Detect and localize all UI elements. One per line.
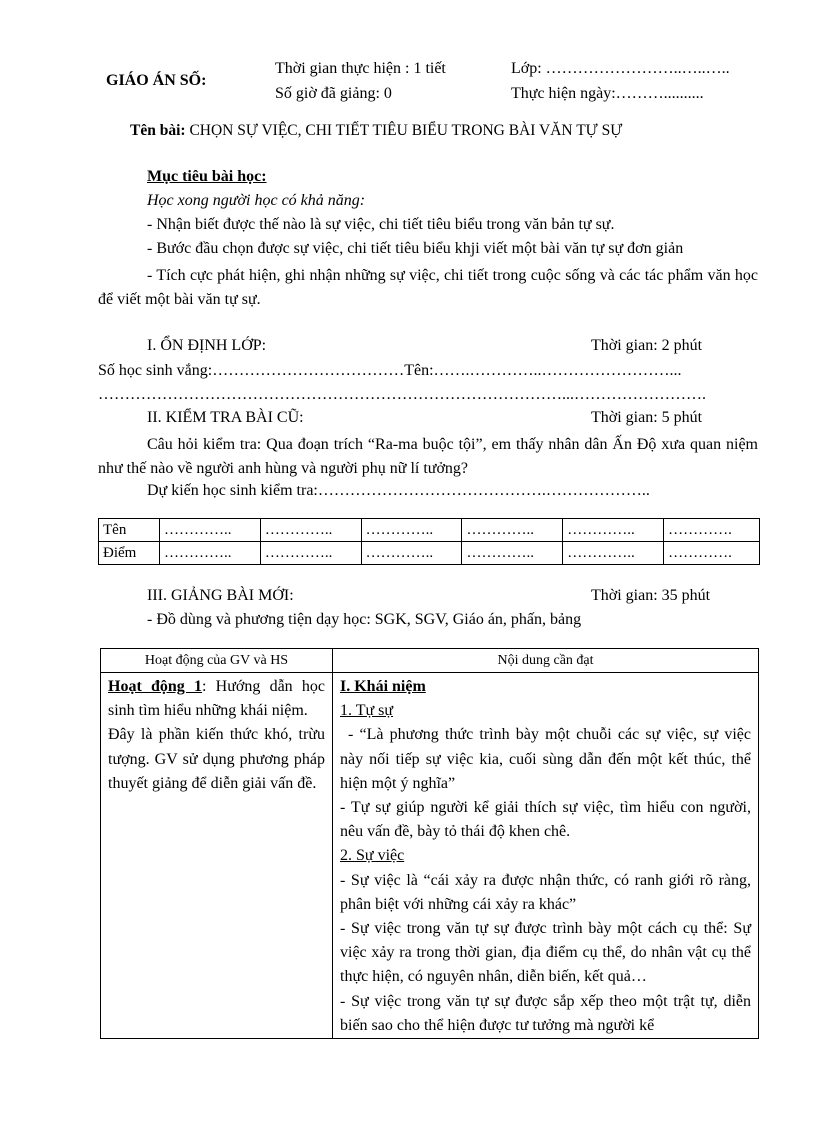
date-field: Thực hiện ngày:……….......... [511, 85, 704, 102]
lesson-title-text: CHỌN SỰ VIỆC, CHI TIẾT TIÊU BIỂU TRONG BÀI VĂN TỰ SỰ [189, 122, 623, 139]
lesson-plan-header-row [101, 649, 759, 673]
section-2-title: II. KIỂM TRA BÀI CŨ: [147, 409, 304, 426]
score-cell: ………….. [361, 542, 462, 565]
score-cell: ………….. [563, 542, 664, 565]
section-2-time: Thời gian: 5 phút [591, 409, 703, 426]
section-3-title: III. GIẢNG BÀI MỚI: [147, 587, 294, 604]
hours-taught: Số giờ đã giảng: 0 [275, 85, 392, 102]
activity-1 [108, 675, 325, 723]
score-cell: ………….. [462, 542, 563, 565]
narrative-subheading: 1. Tự sự [340, 702, 394, 720]
activity-cell [101, 673, 333, 1039]
score-cell: …………. [664, 519, 760, 542]
activity-1-label: Hoạt động 1 [108, 678, 203, 695]
content-header: Nội dung cần đạt [333, 649, 759, 673]
lesson-number-label: GIÁO ÁN SỐ: [106, 72, 207, 89]
activity-1-text: : Hướng dẫn học sinh tìm hiểu những khái niệm. [108, 678, 325, 720]
concept-heading: I. Khái niệm [340, 678, 426, 695]
event-order: - Sự việc trong văn tự sự được sắp xếp theo một trật tự, diễn biến sao cho thể hiện được tư tưởng mà người kể [340, 992, 751, 1034]
score-table-row-score [99, 542, 760, 565]
lesson-time: Thời gian thực hiện : 1 tiết [275, 60, 446, 77]
score-cell: ………….. [160, 519, 261, 542]
score-cell: ………….. [462, 519, 563, 542]
score-cell: ………….. [563, 519, 664, 542]
narrative-purpose: - Tự sự giúp người kể giải thích sự việc, tìm hiểu con người, nêu vấn đề, bày tỏ thái độ khen chê. [340, 799, 751, 841]
absent-dots: ……………………………………………………………………………...……………………. [98, 386, 706, 403]
activity-note: Đây là phần kiến thức khó, trừu tượng. GV sử dụng phương pháp thuyết giảng để diễn giải vấn đề. [108, 726, 325, 792]
review-question: Câu hỏi kiểm tra: Qua đoạn trích “Ra-ma buộc tội”, em thấy nhân dân Ấn Độ xưa quan niệm như thế nào về người anh hùng và người phụ nữ lí tưởng? [98, 436, 758, 477]
section-1-title: I. ỔN ĐỊNH LỚP: [147, 337, 267, 354]
objective-3: - Tích cực phát hiện, ghi nhận những sự việc, chi tiết trong cuộc sống và các tác phẩm văn học để viết một bài văn tự sự. [98, 267, 758, 308]
objectives-intro: Học xong người học có khả năng: [147, 192, 366, 209]
objectives-heading: Mục tiêu bài học: [147, 168, 267, 185]
lesson-title-label: Tên bài: [130, 122, 186, 139]
teacher-student-activity-header: Hoạt động của GV và HS [101, 649, 333, 673]
score-cell: ………….. [361, 519, 462, 542]
score-table [98, 518, 760, 565]
expected-students: Dự kiến học sinh kiểm tra:…………………………………….……………….. [147, 482, 650, 499]
section-1-time: Thời gian: 2 phút [591, 337, 703, 354]
narrative-definition: - “Là phương thức trình bày một chuỗi các sự việc, sự việc này nối tiếp sự việc kia, cuối sùng dẫn đến một kết thúc, thể hiện một ý nghĩa” [340, 726, 751, 792]
score-cell: …………. [664, 542, 760, 565]
lesson-plan-row [101, 673, 759, 1039]
content-cell [333, 673, 759, 1039]
score-table-row-name [99, 519, 760, 542]
event-subheading: 2. Sự việc [340, 847, 405, 865]
lesson-plan-table [100, 648, 759, 1039]
objective-2: - Bước đầu chọn được sự việc, chi tiết tiêu biểu khji viết một bài văn tự sự đơn giản [147, 240, 684, 257]
lesson-title [130, 122, 622, 140]
absent-students: Số học sinh vắng:………………………………Tên:…….…………..……………………... [98, 362, 682, 379]
teaching-tools: - Đồ dùng và phương tiện dạy học: SGK, SGV, Giáo án, phấn, bảng [147, 611, 582, 628]
score-row-score-label: Điểm [99, 542, 160, 565]
event-concrete: - Sự việc trong văn tự sự được trình bày một cách cụ thể: Sự việc xảy ra trong thời gian, địa điểm cụ thể, do nhân vật cụ thể thực hiện, có nguyên nhân, diễn biến, kết quả… [340, 920, 751, 986]
score-cell: ………….. [160, 542, 261, 565]
event-definition: - Sự việc là “cái xảy ra được nhận thức, có ranh giới rõ ràng, phân biệt với những cái xảy ra khác” [340, 871, 751, 913]
score-cell: ………….. [260, 542, 361, 565]
objective-1: - Nhận biết được thế nào là sự việc, chi tiết tiêu biểu trong văn bản tự sự. [147, 216, 615, 233]
score-cell: ………….. [260, 519, 361, 542]
section-3-time: Thời gian: 35 phút [591, 587, 711, 604]
class-field: Lớp: ……………………..…..….. [511, 60, 730, 77]
score-row-name-label: Tên [99, 519, 160, 542]
